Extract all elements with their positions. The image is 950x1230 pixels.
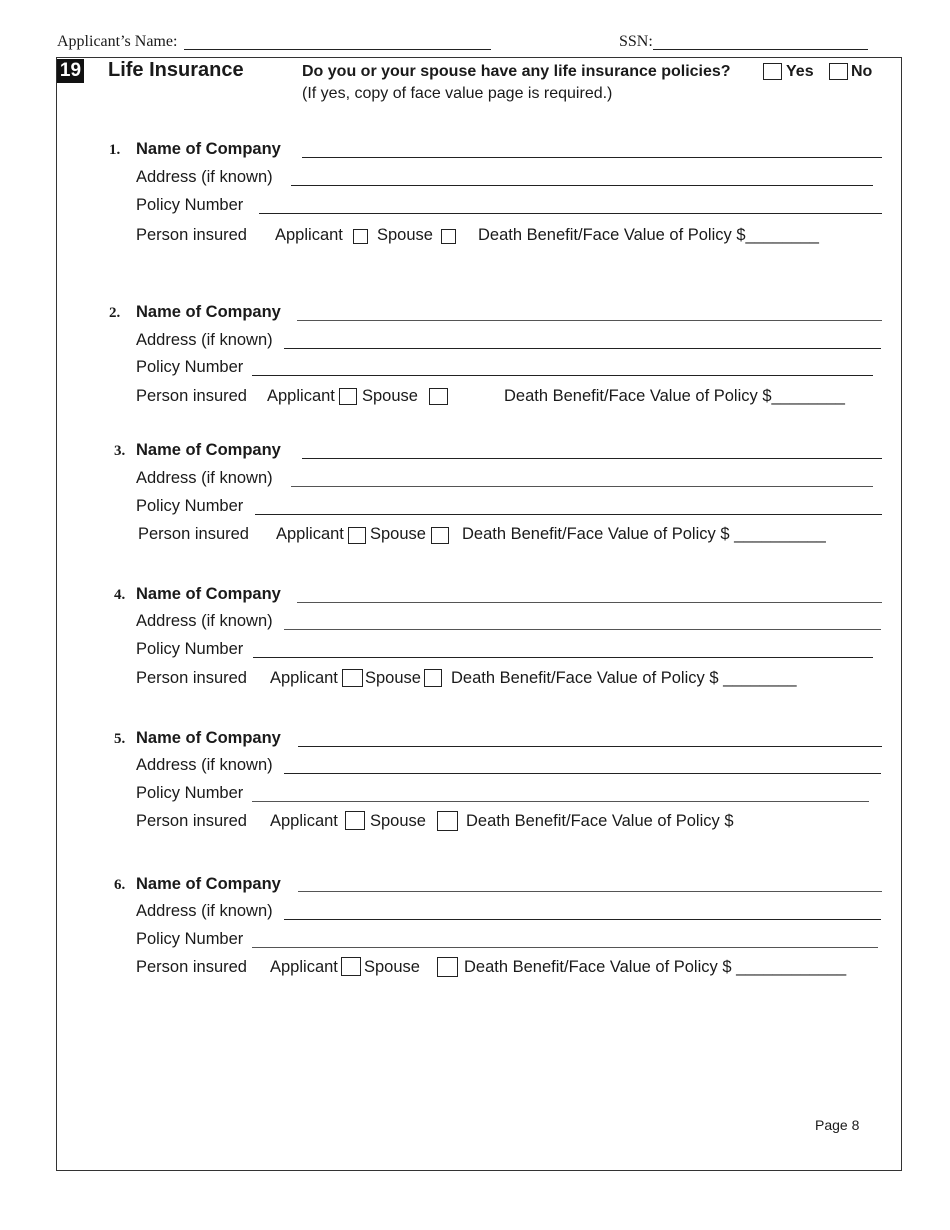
address-field[interactable]: [284, 348, 881, 349]
applicant-name-label: Applicant’s Name:: [57, 33, 178, 50]
spouse-checkbox[interactable]: [441, 229, 456, 244]
company-field[interactable]: [297, 320, 882, 321]
address-label: Address (if known): [136, 612, 273, 630]
death-benefit-label: Death Benefit/Face Value of Policy $ ________: [451, 669, 797, 687]
section-number-badge: 19: [57, 59, 84, 83]
spouse-label: Spouse: [365, 669, 421, 687]
company-label: Name of Company: [136, 140, 281, 158]
policy-number-label: 6.: [114, 877, 126, 893]
policy-number-field[interactable]: [252, 947, 878, 948]
applicant-label: Applicant: [270, 669, 338, 687]
policy-number-label: 5.: [114, 731, 126, 747]
company-field[interactable]: [302, 458, 882, 459]
applicant-label: Applicant: [275, 226, 343, 244]
spouse-checkbox[interactable]: [437, 811, 458, 831]
policy-number-field-label: Policy Number: [136, 930, 244, 948]
company-label: Name of Company: [136, 729, 281, 747]
policy-number-field[interactable]: [255, 514, 882, 515]
spouse-label: Spouse: [364, 958, 420, 976]
policy-number-field-label: Policy Number: [136, 784, 244, 802]
applicant-label: Applicant: [270, 812, 338, 830]
applicant-checkbox[interactable]: [353, 229, 368, 244]
applicant-checkbox[interactable]: [345, 811, 365, 830]
person-insured-label: Person insured: [136, 958, 247, 976]
address-field[interactable]: [284, 919, 881, 920]
address-label: Address (if known): [136, 756, 273, 774]
person-insured-label: Person insured: [136, 812, 247, 830]
person-insured-label: Person insured: [136, 226, 247, 244]
spouse-checkbox[interactable]: [431, 527, 449, 544]
death-benefit-label: Death Benefit/Face Value of Policy $ ____________: [464, 958, 847, 976]
no-label: No: [851, 63, 873, 80]
address-label: Address (if known): [136, 469, 273, 487]
death-benefit-label: Death Benefit/Face Value of Policy $: [466, 812, 734, 830]
person-insured-label: Person insured: [136, 669, 247, 687]
company-field[interactable]: [302, 157, 882, 158]
company-label: Name of Company: [136, 441, 281, 459]
spouse-checkbox[interactable]: [424, 669, 442, 687]
policy-number-label: 4.: [114, 587, 126, 603]
face-value-note: (If yes, copy of face value page is required.): [302, 85, 613, 102]
death-benefit-label: Death Benefit/Face Value of Policy $ __________: [462, 525, 826, 543]
person-insured-label: Person insured: [136, 387, 247, 405]
applicant-checkbox[interactable]: [341, 957, 361, 976]
spouse-label: Spouse: [362, 387, 418, 405]
spouse-checkbox[interactable]: [429, 388, 448, 405]
address-field[interactable]: [284, 773, 881, 774]
policy-number-label: 2.: [109, 305, 121, 321]
policy-number-label: 1.: [109, 142, 121, 158]
company-label: Name of Company: [136, 303, 281, 321]
no-checkbox[interactable]: [829, 63, 848, 80]
applicant-checkbox[interactable]: [339, 388, 357, 405]
applicant-label: Applicant: [267, 387, 335, 405]
address-field[interactable]: [291, 185, 873, 186]
company-field[interactable]: [298, 746, 882, 747]
policy-number-label: 3.: [114, 443, 126, 459]
address-field[interactable]: [291, 486, 873, 487]
policy-number-field-label: Policy Number: [136, 196, 244, 214]
spouse-label: Spouse: [370, 525, 426, 543]
applicant-checkbox[interactable]: [342, 669, 363, 687]
applicant-checkbox[interactable]: [348, 527, 366, 544]
address-label: Address (if known): [136, 168, 273, 186]
death-benefit-label: Death Benefit/Face Value of Policy $________: [504, 387, 845, 405]
applicant-label: Applicant: [270, 958, 338, 976]
policy-number-field-label: Policy Number: [136, 358, 244, 376]
spouse-label: Spouse: [377, 226, 433, 244]
ssn-field[interactable]: [653, 49, 868, 50]
policy-number-field[interactable]: [252, 375, 873, 376]
company-label: Name of Company: [136, 875, 281, 893]
address-label: Address (if known): [136, 902, 273, 920]
yes-checkbox[interactable]: [763, 63, 782, 80]
address-label: Address (if known): [136, 331, 273, 349]
company-field[interactable]: [298, 891, 882, 892]
applicant-label: Applicant: [276, 525, 344, 543]
ssn-label: SSN:: [619, 33, 653, 50]
applicant-name-field[interactable]: [184, 49, 491, 50]
spouse-label: Spouse: [370, 812, 426, 830]
person-insured-label: Person insured: [138, 525, 249, 543]
policy-number-field[interactable]: [252, 801, 869, 802]
policy-number-field[interactable]: [259, 213, 882, 214]
page-number: Page 8: [815, 1117, 860, 1133]
policy-number-field[interactable]: [253, 657, 873, 658]
insurance-question: Do you or your spouse have any life insurance policies?: [302, 63, 731, 80]
company-label: Name of Company: [136, 585, 281, 603]
yes-label: Yes: [786, 63, 814, 80]
policy-number-field-label: Policy Number: [136, 497, 244, 515]
company-field[interactable]: [297, 602, 882, 603]
section-title: Life Insurance: [108, 59, 244, 81]
address-field[interactable]: [284, 629, 881, 630]
policy-number-field-label: Policy Number: [136, 640, 244, 658]
death-benefit-label: Death Benefit/Face Value of Policy $________: [478, 226, 819, 244]
spouse-checkbox[interactable]: [437, 957, 458, 977]
